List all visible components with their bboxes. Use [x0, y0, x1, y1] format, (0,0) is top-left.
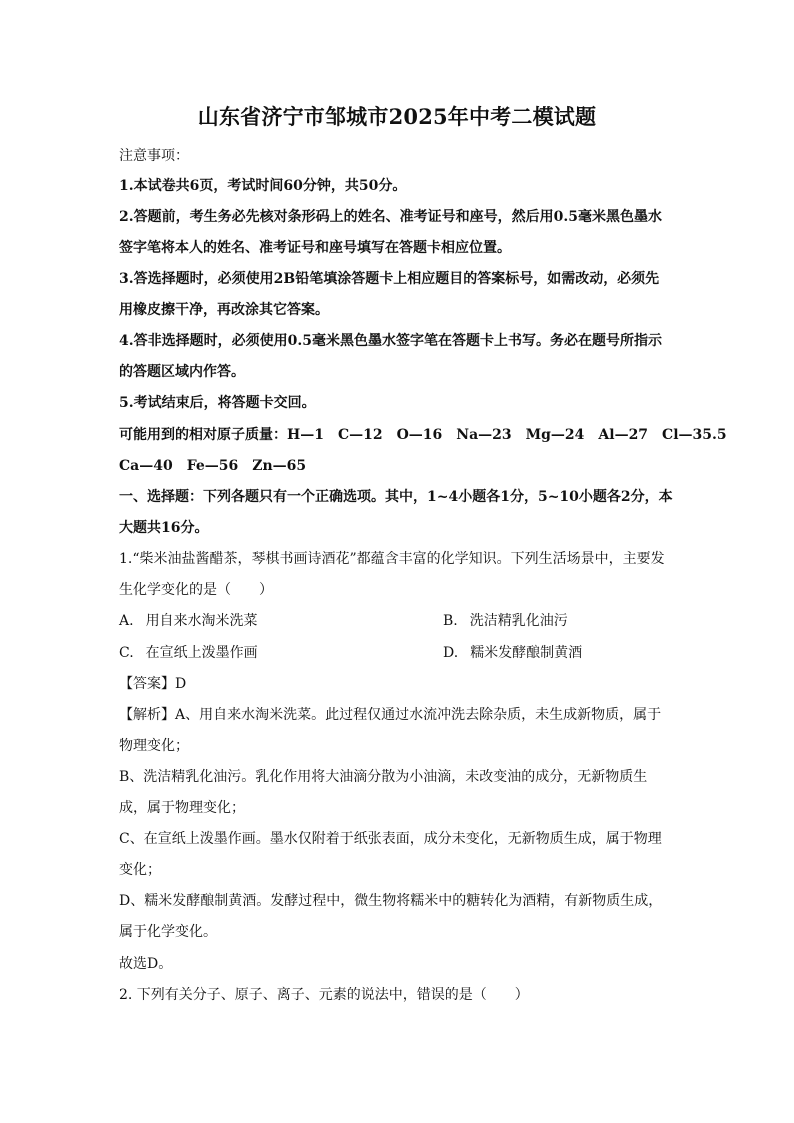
q1-answer: 【答案】D — [119, 676, 187, 692]
option-text: 洗洁精乳化油污 — [469, 613, 568, 629]
notice-line-6: 4.答非选择题时，必须使用0.5毫米黑色墨水签字笔在答题卡上书写。务必在题号所指示 — [119, 333, 662, 349]
q1-option-b — [443, 611, 568, 631]
notice-line-3: 签字笔将本人的姓名、准考证号和座号填写在答题卡相应位置。 — [119, 240, 511, 256]
notice-heading: 注意事项： — [119, 148, 189, 164]
option-letter: C. — [119, 645, 134, 661]
q1-analysis-line-5: C、在宣纸上泼墨作画。墨水仅附着于纸张表面，成分未变化，无新物质生成，属于物理 — [119, 831, 662, 847]
notice-line-7: 的答题区域内作答。 — [119, 364, 245, 380]
q1-option-a — [119, 611, 258, 631]
q1-stem-line-2: 生化学变化的是（ ） — [119, 582, 273, 598]
atomic-mass-line-1: 可能用到的相对原子质量：H—1 C—12 O—16 Na—23 Mg—24 Al—27 Cl—35.5 — [119, 427, 727, 443]
notice-line-2: 2.答题前，考生务必先核对条形码上的姓名、准考证号和座号，然后用0.5毫米黑色墨水 — [119, 209, 662, 225]
q1-analysis-line-8: 属于化学变化。 — [119, 924, 217, 940]
q1-analysis-line-6: 变化； — [119, 862, 161, 878]
q1-analysis-line-1: 【解析】A、用自来水淘米洗菜。此过程仅通过水流冲洗去除杂质，未生成新物质，属于 — [119, 707, 662, 723]
notice-line-5: 用橡皮擦干净，再改涂其它答案。 — [119, 302, 329, 318]
section-heading-line-2: 大题共16分。 — [119, 520, 209, 536]
notice-line-8: 5.考试结束后，将答题卡交回。 — [119, 395, 316, 411]
q1-analysis-line-7: D、糯米发酵酿制黄酒。发酵过程中，微生物将糯米中的糖转化为酒精，有新物质生成， — [119, 893, 663, 909]
notice-line-4: 3.答选择题时，必须使用2B铅笔填涂答题卡上相应题目的答案标号，如需改动，必须先 — [119, 271, 660, 287]
q1-option-c — [119, 643, 258, 663]
option-letter: A. — [119, 613, 134, 629]
q2-stem: 2. 下列有关分子、原子、离子、元素的说法中，错误的是（ ） — [119, 987, 529, 1003]
q1-analysis-line-2: 物理变化； — [119, 738, 189, 754]
q1-analysis-line-4: 成，属于物理变化； — [119, 800, 245, 816]
q1-conclusion: 故选D。 — [119, 956, 173, 972]
section-heading-line-1: 一、选择题：下列各题只有一个正确选项。其中，1~4小题各1分，5~10小题各2分，本 — [119, 489, 673, 505]
atomic-mass-line-2: Ca—40 Fe—56 Zn—65 — [119, 458, 307, 474]
q1-analysis-line-3: B、洗洁精乳化油污。乳化作用将大油滴分散为小油滴，未改变油的成分，无新物质生 — [119, 769, 648, 785]
q1-stem-line-1: 1.“柴米油盐酱醋茶，琴棋书画诗酒花”都蕴含丰富的化学知识。下列生活场景中，主要发 — [119, 551, 665, 567]
notice-line-1: 1.本试卷共6页，考试时间60分钟，共50分。 — [119, 178, 407, 194]
option-letter: D. — [443, 645, 459, 661]
option-letter: B. — [443, 613, 458, 629]
q1-option-d — [443, 643, 582, 663]
option-text: 在宣纸上泼墨作画 — [145, 645, 258, 661]
option-text: 用自来水淘米洗菜 — [145, 613, 258, 629]
page-title: 山东省济宁市邹城市2025年中考二模试题 — [197, 104, 597, 129]
option-text: 糯米发酵酿制黄酒 — [470, 645, 583, 661]
